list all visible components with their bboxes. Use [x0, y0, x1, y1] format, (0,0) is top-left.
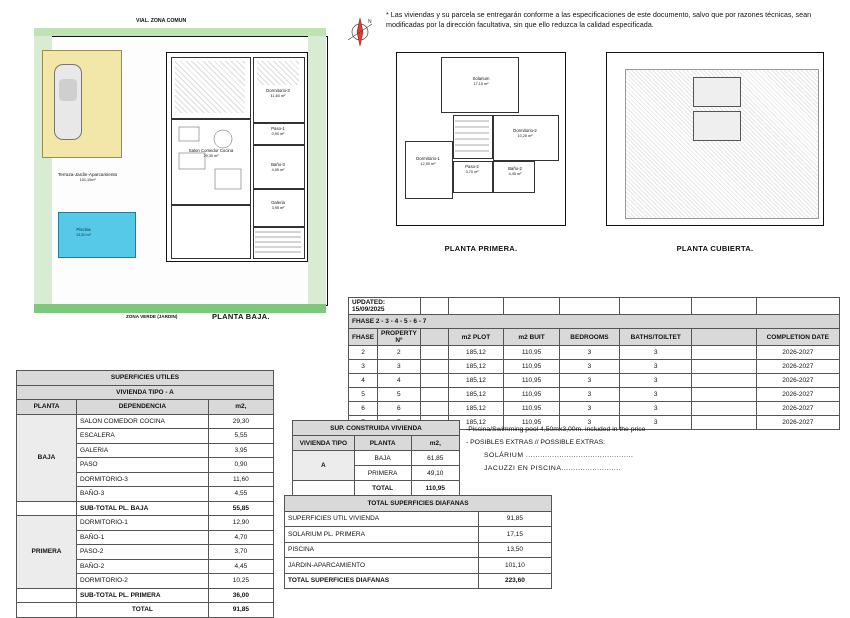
cell-fase: 5: [349, 388, 378, 402]
cell-m2: 11,60: [208, 472, 273, 487]
table-row: [293, 451, 460, 466]
superficies-utiles-table: [16, 370, 274, 618]
cell-m2: 4,55: [208, 487, 273, 502]
table-row-total: [285, 573, 552, 589]
primera-outline: [396, 52, 566, 226]
extras-notes: [466, 424, 766, 476]
cell-property: 6: [378, 402, 421, 416]
extras-item-jacuzzi: JACUZZI EN PISCINA.........................: [484, 464, 622, 472]
cell-total-label: TOTAL SUPERFICIES DIAFANAS: [285, 573, 479, 589]
cell-bedrooms: 3: [559, 360, 619, 374]
cell-property: 3: [378, 360, 421, 374]
cell-m2: 0,90: [208, 458, 273, 473]
table-row: [285, 527, 552, 543]
cell-fase: 6: [349, 402, 378, 416]
swimming-pool: [58, 212, 136, 258]
cell-dependencia: DORMITORIO-1: [77, 516, 209, 531]
cell-dependencia: SALON COMEDOR COCINA: [77, 414, 209, 429]
cell-plot: 185,12: [448, 374, 504, 388]
roof-element-2: [693, 111, 741, 141]
table-row: [17, 414, 274, 429]
disclaimer-note: * Las viviendas y su parcela se entregarán conforme a las especificaciones de este documento, salvo que por razones técnicas, sean modificadas por la dirección facultativa, sin que ello reduzca la calidad especificada.: [386, 10, 812, 30]
th-m2: m2,: [411, 436, 459, 451]
caption-planta-cubierta: PLANTA CUBIERTA.: [676, 244, 754, 253]
cell-m2: 61,85: [411, 451, 459, 466]
road-label: VIAL. ZONA COMUN: [136, 18, 187, 24]
phases-table-grid: [348, 297, 840, 430]
cell-m2: 17,15: [478, 527, 551, 543]
room-label-dorm2: Dormitorio-2 10,25 m²: [513, 128, 537, 138]
floorplan-planta-primera: [386, 48, 576, 268]
cell-bedrooms: 3: [559, 402, 619, 416]
diafanas-title: TOTAL SUPERFICIES DIAFANAS: [285, 496, 552, 512]
sup-construida-table: [292, 420, 460, 496]
cell-fase: 2: [349, 346, 378, 360]
table-row: [349, 346, 840, 360]
table-row: [17, 516, 274, 531]
cell-subtotal-baja-label: SUB-TOTAL PL. BAJA: [77, 501, 209, 516]
cell-completion: 2026-2027: [756, 346, 839, 360]
th-m2: m2,: [208, 400, 273, 415]
cell-m2: 91,85: [478, 511, 551, 527]
th-completion: COMPLETION DATE: [756, 329, 839, 346]
cell-baths: 3: [620, 374, 692, 388]
cell-concepto: JARDIN-APARCAMIENTO: [285, 558, 479, 574]
cell-m2: 101,10: [478, 558, 551, 574]
cell-m2: 5,55: [208, 429, 273, 444]
cell-concepto: SOLARIUM PL. PRIMERA: [285, 527, 479, 543]
th-fhase: FHASE: [349, 329, 378, 346]
table-row-phase-banner: [349, 315, 840, 329]
car-icon: [54, 64, 82, 140]
cell-dependencia: PASO: [77, 458, 209, 473]
th-blank2: [692, 329, 756, 346]
cell-planta: BAJA: [354, 451, 411, 466]
sup-construida-grid: [292, 420, 460, 496]
room-label-salon: Salon Comedor Cocina 29,30 m²: [188, 148, 234, 158]
cell-property: 2: [378, 346, 421, 360]
superficies-grid: [16, 370, 274, 618]
cell-completion: 2026-2027: [756, 360, 839, 374]
cell-bedrooms: 3: [559, 388, 619, 402]
svg-text:N: N: [368, 19, 372, 25]
room-terrace-lower: [171, 205, 251, 259]
room-label-piscina: Piscina 13,50 m²: [76, 227, 91, 237]
room-label-galeria: Galeria 3,95 m²: [271, 200, 285, 210]
cell-planta-baja: BAJA: [17, 414, 77, 501]
compass-icon: [342, 14, 378, 50]
cell-dependencia: DORMITORIO-2: [77, 574, 209, 589]
cell-total: 223,60: [478, 573, 551, 589]
phase-banner-cell: FHASE 2 - 3 - 4 - 5 - 6 - 7: [349, 315, 840, 329]
room-label-solarium: Solarium 17,15 m²: [472, 76, 490, 86]
th-baths: BATHS/TOILTET: [620, 329, 692, 346]
caption-planta-primera: PLANTA PRIMERA.: [444, 244, 518, 253]
cell-dependencia: BAÑO-2: [77, 559, 209, 574]
cell-baths: 3: [620, 402, 692, 416]
cell-fase: 4: [349, 374, 378, 388]
cell-fase: 3: [349, 360, 378, 374]
hatch-terrace: [175, 61, 245, 113]
room-label-bano2: Baño-2 4,45 m²: [508, 166, 522, 176]
table-row-total: [17, 603, 274, 618]
table-row-updated: [349, 298, 840, 315]
cell-baths: 3: [620, 346, 692, 360]
house-outline: [166, 52, 308, 262]
th-blank1: [420, 329, 448, 346]
table-row: [349, 388, 840, 402]
cell-built: 110,95: [504, 346, 560, 360]
cell-m2: 49,10: [411, 466, 459, 481]
table-row-headers: [293, 436, 460, 451]
cell-m2: 3,95: [208, 443, 273, 458]
cubierta-outline: [606, 52, 824, 226]
th-plot: m2 PLOT: [448, 329, 504, 346]
stairs-icon: [253, 227, 303, 257]
cell-built: 110,95: [504, 388, 560, 402]
cell-dependencia: GALERIA: [77, 443, 209, 458]
cell-completion: 2026-2027: [756, 374, 839, 388]
top-green-strip: [34, 28, 326, 36]
diafanas-grid: [284, 495, 552, 589]
cell-completion: 2026-2027: [756, 416, 839, 430]
superficies-diafanas-table: [284, 495, 552, 589]
table-row-title: [17, 371, 274, 386]
room-label-paso1: Paso-1 0,90 m²: [271, 126, 285, 136]
superficies-title: SUPERFICIES UTILES: [17, 371, 274, 386]
cell-built: 110,95: [504, 374, 560, 388]
table-row: [349, 402, 840, 416]
table-row-title: [285, 496, 552, 512]
table-row: [349, 360, 840, 374]
cell-m2: 12,90: [208, 516, 273, 531]
cell-total-label: TOTAL: [77, 603, 209, 618]
superficies-subtitle: VIVIENDA TIPO - A: [17, 385, 274, 400]
cell-built: 110,95: [504, 402, 560, 416]
th-built: m2 BUIT: [504, 329, 560, 346]
cell-subtotal-primera: 36,00: [208, 588, 273, 603]
cell-m2: 29,30: [208, 414, 273, 429]
floorplan-planta-baja: [16, 14, 346, 324]
cell-plot: 185,12: [448, 416, 504, 430]
cell-bedrooms: 3: [559, 374, 619, 388]
table-row: [349, 374, 840, 388]
cell-plot: 185,12: [448, 346, 504, 360]
th-bedrooms: BEDROOMS: [559, 329, 619, 346]
table-row-total: [293, 481, 460, 496]
table-row-subtotal-primera: [17, 588, 274, 603]
cell-m2: 10,25: [208, 574, 273, 589]
updated-cell: UPDATED: 15/09/2025: [349, 298, 421, 315]
room-label-dorm1: Dormitorio-1 12,90 m²: [416, 156, 440, 166]
cell-bedrooms: 3: [559, 416, 619, 430]
stairs-icon: [453, 115, 491, 157]
th-planta: PLANTA: [17, 400, 77, 415]
table-row: [285, 511, 552, 527]
cell-property: 5: [378, 388, 421, 402]
room-label-bano3: Baño-3 4,55 m²: [271, 162, 285, 172]
table-row-title: [293, 421, 460, 436]
extras-title: - POSIBLES EXTRAS // POSSIBLE EXTRAS:: [466, 438, 606, 446]
furniture-icons: [171, 119, 249, 203]
roof-element-1: [693, 77, 741, 107]
cell-planta: PRIMERA: [354, 466, 411, 481]
room-label-paso2: Paso-2 3,70 m²: [465, 164, 479, 174]
table-row-headers: [17, 400, 274, 415]
cell-plot: 185,12: [448, 402, 504, 416]
hatch-bed3: [257, 61, 299, 85]
room-dormitorio-1: [405, 141, 453, 199]
cell-baths: 3: [620, 360, 692, 374]
cell-concepto: PISCINA: [285, 542, 479, 558]
cell-bedrooms: 3: [559, 346, 619, 360]
th-planta: PLANTA: [354, 436, 411, 451]
th-vivienda-tipo: VIVIENDA TIPO: [293, 436, 355, 451]
table-row-subtotal-baja: [17, 501, 274, 516]
floorplan-planta-cubierta: [600, 48, 840, 268]
green-zone-label: ZONA VERDE (JARDIN): [126, 314, 178, 319]
th-property: PROPERTY Nº: [378, 329, 421, 346]
cell-built: 110,95: [504, 360, 560, 374]
cell-concepto: SUPERFICIES UTIL VIVIENDA: [285, 511, 479, 527]
cell-subtotal-primera-label: SUB-TOTAL PL. PRIMERA: [77, 588, 209, 603]
table-row: [285, 542, 552, 558]
cell-baths: 3: [620, 388, 692, 402]
cell-m2: 3,70: [208, 545, 273, 560]
green-bottom: [34, 304, 326, 313]
cell-m2: 13,50: [478, 542, 551, 558]
cell-subtotal-baja: 55,85: [208, 501, 273, 516]
cell-dependencia: BAÑO-1: [77, 530, 209, 545]
cell-dependencia: PASO-2: [77, 545, 209, 560]
th-dependencia: DEPENDENCIA: [77, 400, 209, 415]
room-label-terraza: Terraza-Jardin-Aparcamiento 101,10m²: [58, 172, 118, 183]
phases-table: [348, 297, 840, 430]
cell-m2: 4,70: [208, 530, 273, 545]
cell-property: 4: [378, 374, 421, 388]
caption-planta-baja: PLANTA BAJA.: [212, 312, 270, 321]
cell-dependencia: DORMITORIO-3: [77, 472, 209, 487]
cell-completion: 2026-2027: [756, 388, 839, 402]
sup-construida-title: SUP. CONSTRUIDA VIVIENDA: [293, 421, 460, 436]
cell-built: 110,95: [504, 416, 560, 430]
cell-baths: 3: [620, 416, 692, 430]
pool-note: -Piscina/Swimming pool 4,50mx3,00m. included in the price: [466, 426, 646, 433]
cell-planta-primera: PRIMERA: [17, 516, 77, 589]
cell-m2: 4,45: [208, 559, 273, 574]
extras-item-solarium: SOLÁRIUM .............................................: [484, 451, 634, 459]
cell-total: 110,95: [411, 481, 459, 496]
cell-dependencia: BAÑO-3: [77, 487, 209, 502]
green-right: [308, 36, 326, 304]
cell-completion: 2026-2027: [756, 402, 839, 416]
table-row-headers: [349, 329, 840, 346]
room-label-dorm3: Dormitorio-3 11,60 m²: [266, 88, 290, 98]
cell-total: 91,85: [208, 603, 273, 618]
cell-plot: 185,12: [448, 388, 504, 402]
cell-total-label: TOTAL: [354, 481, 411, 496]
cell-plot: 185,12: [448, 360, 504, 374]
table-row: [285, 558, 552, 574]
cell-dependencia: ESCALERA: [77, 429, 209, 444]
cell-tipo: A: [293, 451, 355, 481]
table-row-subtitle: [17, 385, 274, 400]
